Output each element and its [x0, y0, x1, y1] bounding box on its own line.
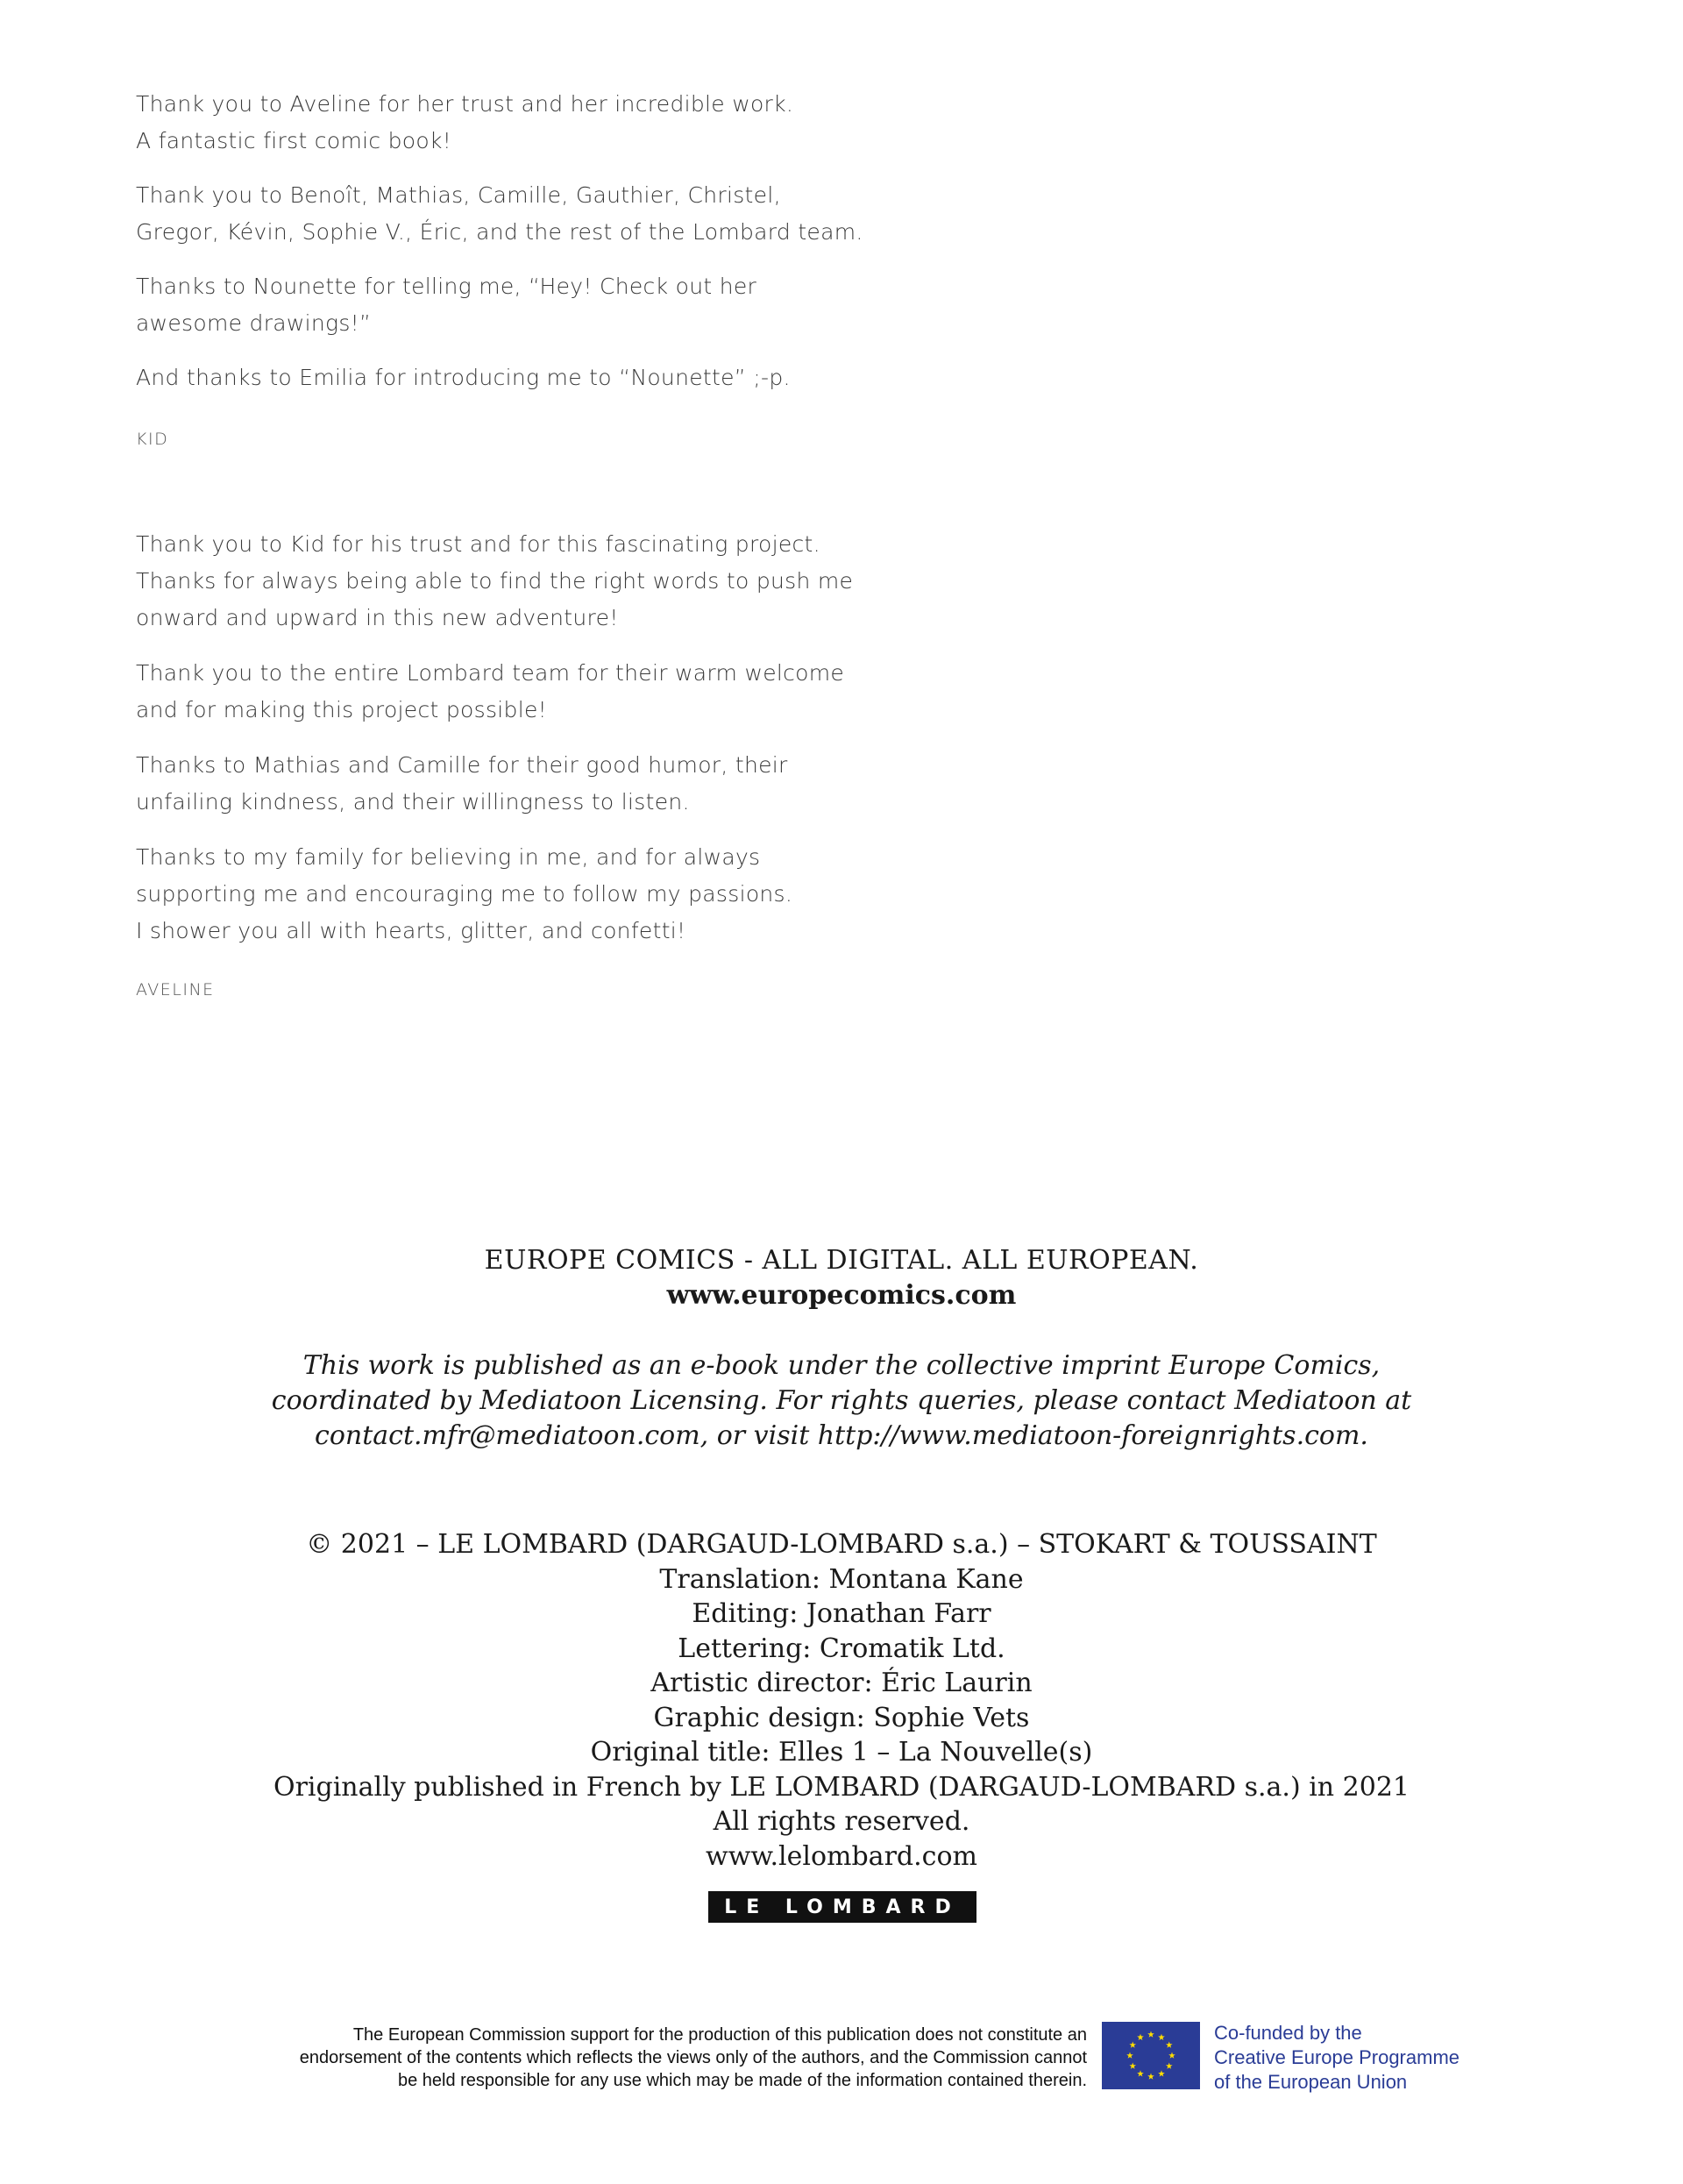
eu-star-icon: [1147, 2031, 1154, 2038]
aveline-paragraph-1: Thank you to Kid for his trust and for this fascinating project. Thanks for always being able to find the right words to push me onward and upward in this new adventure!: [136, 531, 854, 630]
original-publication: Originally published in French by LE LOMBARD (DARGAUD-LOMBARD s.a.) in 2021: [273, 1771, 1410, 1803]
eu-star-icon: [1166, 2042, 1173, 2048]
editing-credit: Editing: Jonathan Farr: [692, 1598, 991, 1629]
copyright-line: © 2021 – LE LOMBARD (DARGAUD-LOMBARD s.a.) – STOKART & TOUSSAINT: [306, 1529, 1377, 1560]
aveline-paragraph-2: Thank you to the entire Lombard team for their warm welcome and for making this project possible!: [136, 660, 845, 722]
eu-star-icon: [1166, 2063, 1173, 2069]
aveline-paragraph-4: Thanks to my family for believing in me, and for always supporting me and encouraging me to follow my passions. I shower you all with hearts, glitter, and confetti!: [136, 844, 793, 943]
aveline-signature: AVELINE: [136, 980, 215, 1000]
eu-star-icon: [1129, 2063, 1136, 2069]
europe-comics-url[interactable]: www.europecomics.com: [666, 1280, 1017, 1311]
graphic-design-credit: Graphic design: Sophie Vets: [653, 1702, 1030, 1733]
imprint-notice: This work is published as an e-book under the collective imprint Europe Comics, coordinated by Mediatoon Licensing. For rights queries, please contact Mediatoon at contact.mfr@mediatoon.com, or visit http://www.mediatoon-foreignrights.com.: [271, 1350, 1412, 1451]
eu-star-icon: [1158, 2070, 1165, 2076]
aveline-paragraph-3: Thanks to Mathias and Camille for their good humor, their unfailing kindness, and their willingness to listen.: [136, 752, 788, 815]
eu-star-icon: [1137, 2070, 1144, 2076]
eu-star-icon: [1147, 2074, 1154, 2080]
cofunded-label: Co-funded by the Creative Europe Programme of the European Union: [1214, 2022, 1460, 2093]
artistic-director-credit: Artistic director: Éric Laurin: [650, 1668, 1033, 1698]
credits-block: [0, 1527, 1683, 1874]
rights-reserved: All rights reserved.: [713, 1806, 970, 1837]
eu-flag-icon: [1102, 2022, 1200, 2089]
kid-paragraph-3: Thanks to Nounette for telling me, “Hey! Check out her awesome drawings!”: [136, 274, 757, 336]
kid-paragraph-4: And thanks to Emilia for introducing me to “Nounette” ;-p.: [136, 365, 791, 390]
eu-stars-icon: [1102, 2022, 1200, 2089]
lelombard-url[interactable]: www.lelombard.com: [706, 1840, 977, 1872]
kid-paragraph-1: Thank you to Aveline for her trust and her incredible work. A fantastic first comic book!: [136, 91, 794, 153]
europe-comics-tagline: EUROPE COMICS - ALL DIGITAL. ALL EUROPEAN.: [484, 1245, 1199, 1276]
lettering-credit: Lettering: Cromatik Ltd.: [678, 1633, 1005, 1664]
eu-star-icon: [1129, 2042, 1136, 2048]
le-lombard-logo: LE LOMBARD: [708, 1891, 976, 1923]
translation-credit: Translation: Montana Kane: [659, 1563, 1024, 1595]
eu-star-icon: [1137, 2034, 1144, 2040]
eu-star-icon: [1158, 2034, 1165, 2040]
eu-star-icon: [1168, 2052, 1175, 2059]
original-title: Original title: Elles 1 – La Nouvelle(s): [590, 1737, 1093, 1768]
eu-disclaimer: The European Commission support for the production of this publication does not constitute an endorsement of the contents which reflects the views only of the authors, and the Commission cannot be held responsible for any use which may be made of the information contained therein.: [299, 2025, 1087, 2090]
kid-signature: KID: [136, 430, 169, 449]
kid-paragraph-2: Thank you to Benoît, Mathias, Camille, Gauthier, Christel, Gregor, Kévin, Sophie V., Éric, and the rest of the Lombard team.: [136, 182, 863, 245]
eu-star-icon: [1126, 2052, 1133, 2059]
